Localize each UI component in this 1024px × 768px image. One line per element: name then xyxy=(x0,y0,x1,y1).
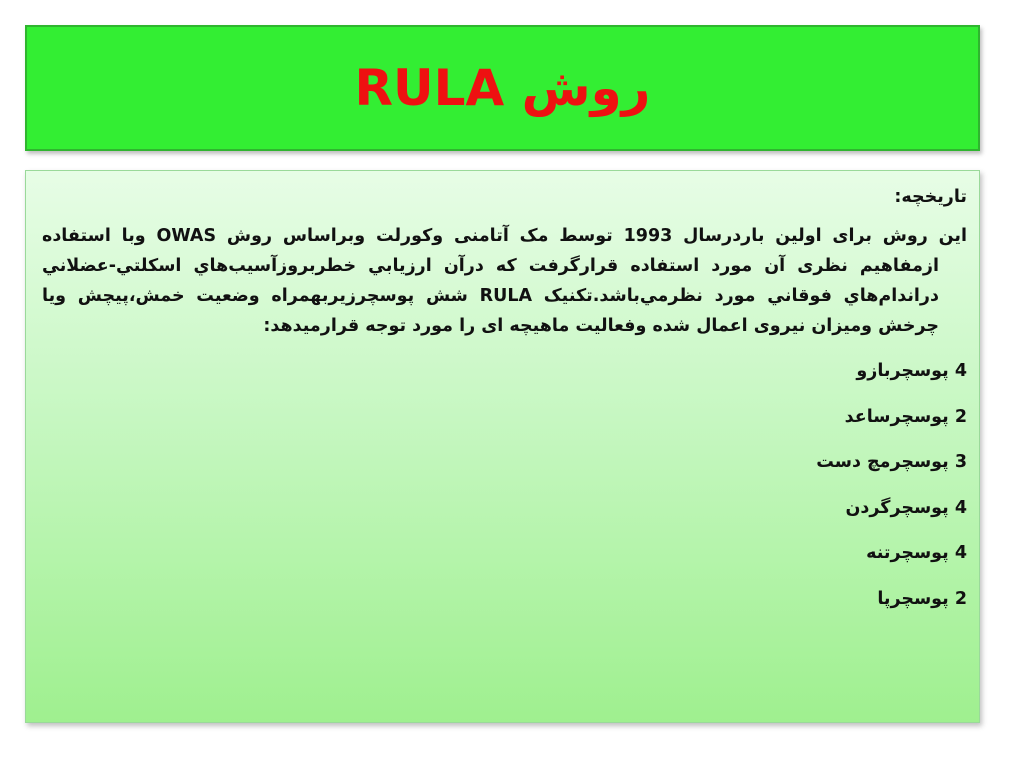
posture-list xyxy=(42,349,967,622)
posture-item-legs: 2 پوسچرپا xyxy=(877,588,967,609)
content-panel xyxy=(25,170,980,723)
posture-item-arm: 4 پوسچربازو xyxy=(856,361,967,381)
history-heading: تاریخچه: xyxy=(894,187,967,207)
posture-item-neck: 4 پوسچرگردن xyxy=(845,497,967,518)
title-banner xyxy=(25,25,980,151)
slide-title: روش RULA xyxy=(354,59,651,117)
history-paragraph: این روش برای اولین باردرسال 1993 توسط مک آتامنی وکورلت وبراساس روش OWAS وبا استفاده ازمفاهیم نظری آن مورد استفاده قرارگرفت که درآن ارزیابي خطربروزآسیب‌هاي اسکلتي-عضلاني دراندام‌هاي فوقاني مورد نظرمي‌باشد.تکنیک RULA شش پوسچرزیر‌بهمراه وضعیت خمش،پیچش ویا چرخش ومیزان نیروی اعمال شده وفعالیت ماهیچه ای را مورد توجه قرارمیدهد: xyxy=(42,226,967,336)
posture-item-forearm: 2 پوسچرساعد xyxy=(844,406,967,427)
posture-item-wrist: 3 پوسچرمچ دست xyxy=(816,452,967,472)
content-body xyxy=(26,171,979,622)
posture-item-trunk: 4 پوسچرتنه xyxy=(866,543,967,563)
